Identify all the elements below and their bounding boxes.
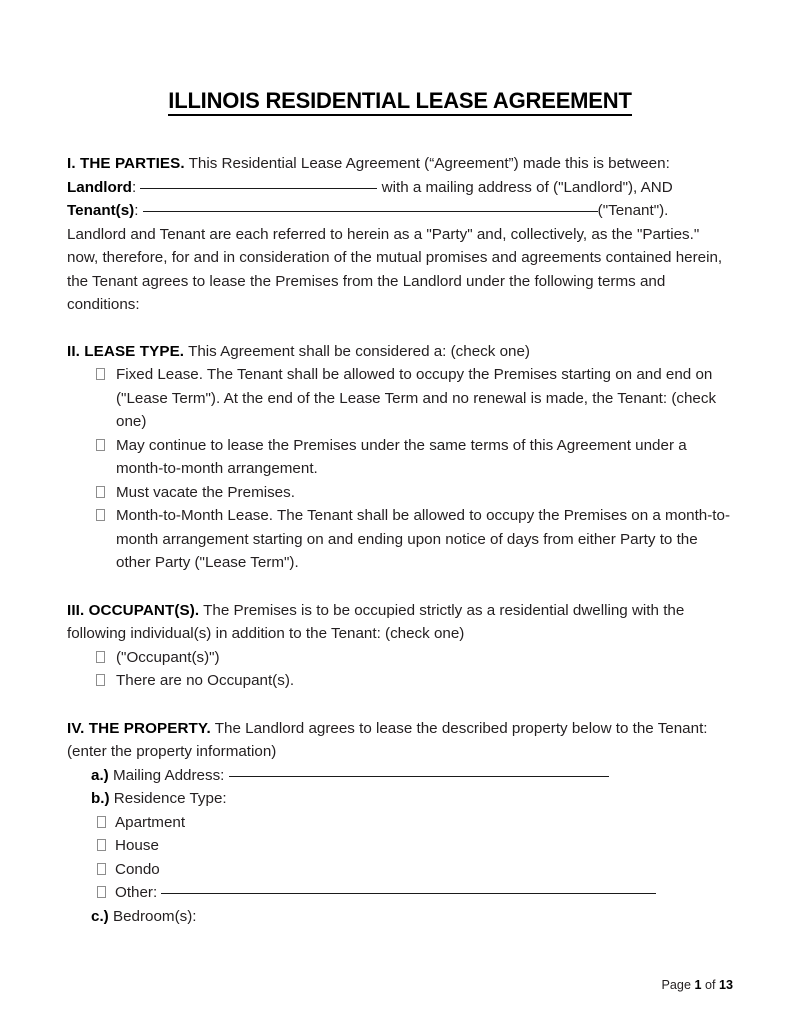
checkbox-label: There are no Occupant(s). [116, 672, 295, 689]
checkbox-icon[interactable] [96, 674, 105, 686]
lease-type-heading: II. LEASE TYPE. [67, 342, 185, 360]
section-occupants [67, 599, 733, 693]
parties-heading: I. THE PARTIES. [67, 155, 185, 172]
checkbox-icon[interactable] [96, 486, 105, 498]
parties-intro-paragraph [67, 152, 733, 176]
item-c-label: Bedroom(s): [108, 907, 197, 925]
checkbox-option-occupants[interactable] [67, 646, 733, 670]
footer-prefix: Page [661, 978, 695, 992]
property-item-mailing-address [67, 764, 733, 788]
checkbox-option-apartment[interactable] [67, 811, 733, 835]
checkbox-icon[interactable] [96, 368, 105, 380]
checkbox-option-condo[interactable] [67, 858, 733, 882]
tenant-row [67, 199, 733, 223]
checkbox-label: Fixed Lease. The Tenant shall be allowed to occupy the Premises starting on and end on ("Lease Term"). At the end of the Lease Term and no renewal is made, the Tenant: (check one) [116, 366, 717, 430]
tenant-colon: : [134, 202, 143, 219]
property-item-residence-type [67, 787, 733, 811]
mailing-address-blank[interactable] [229, 776, 609, 777]
tenant-after-text: ("Tenant"). [597, 202, 669, 219]
property-intro-paragraph [67, 717, 733, 764]
section-lease-type [67, 340, 733, 575]
lease-type-options-list [67, 363, 733, 575]
checkbox-label: Apartment [115, 813, 186, 831]
checkbox-label: Other: [115, 884, 162, 901]
page-title [67, 0, 733, 114]
parties-body-paragraph: Landlord and Tenant are each referred to herein as a "Party" and, collectively, as the "Parties." now, therefore, for and in consideration of the mutual promises and agreements contained herein, the Tenant agrees to lease the Premises from the Landlord under the following terms and conditions: [67, 225, 723, 313]
checkbox-option-other[interactable] [67, 881, 733, 905]
checkbox-option-continue-month-to-month[interactable] [67, 434, 733, 481]
landlord-label: Landlord [67, 178, 132, 196]
property-item-bedrooms [67, 905, 733, 929]
landlord-row [67, 176, 733, 200]
section-the-property [67, 717, 733, 929]
checkbox-icon[interactable] [96, 651, 105, 663]
item-c-marker: c.) [91, 907, 109, 925]
occupants-heading: III. OCCUPANT(S). [67, 601, 200, 619]
checkbox-icon[interactable] [96, 439, 105, 451]
checkbox-option-fixed-lease[interactable] [67, 363, 733, 434]
occupants-options-list [67, 646, 733, 693]
checkbox-option-house[interactable] [67, 834, 733, 858]
checkbox-icon[interactable] [97, 839, 106, 851]
property-heading: IV. THE PROPERTY. [67, 719, 211, 737]
tenant-name-blank[interactable] [143, 211, 598, 212]
item-b-marker: b.) [91, 790, 110, 807]
checkbox-option-must-vacate[interactable] [67, 481, 733, 505]
checkbox-icon[interactable] [97, 816, 106, 828]
checkbox-label: May continue to lease the Premises under the same terms of this Agreement under a month-to-month arrangement. [116, 436, 687, 477]
property-intro-text: The Landlord agrees to lease the described property below to the Tenant: (enter the property information) [67, 719, 708, 760]
lease-type-intro-text: This Agreement shall be considered a: (check one) [184, 342, 530, 360]
occupants-intro-paragraph [67, 599, 733, 646]
item-b-label: Residence Type: [109, 790, 227, 807]
parties-intro-text: This Residential Lease Agreement (“Agreement”) made this is between: [184, 155, 670, 172]
footer-middle: of [701, 978, 719, 992]
checkbox-label: House [115, 837, 159, 854]
landlord-colon: : [131, 178, 141, 196]
footer-current-page: 1 [694, 978, 702, 992]
lease-type-intro-paragraph [67, 340, 733, 364]
tenant-label: Tenant(s) [67, 202, 135, 219]
item-a-marker: a.) [91, 766, 109, 784]
checkbox-option-month-to-month-lease[interactable] [67, 504, 733, 575]
page-title-text: ILLINOIS RESIDENTIAL LEASE AGREEMENT [168, 88, 631, 116]
landlord-after-text: with a mailing address of ("Landlord"), AND [377, 178, 673, 196]
footer-total-pages: 13 [718, 978, 733, 992]
checkbox-label: Condo [115, 860, 160, 878]
section-the-parties [67, 152, 733, 317]
checkbox-icon[interactable] [96, 509, 105, 521]
occupants-intro-text: The Premises is to be occupied strictly as a residential dwelling with the following individual(s) in addition to the Tenant: (check one) [67, 601, 685, 642]
checkbox-icon[interactable] [97, 886, 106, 898]
landlord-name-blank[interactable] [140, 188, 377, 189]
checkbox-icon[interactable] [97, 863, 106, 875]
checkbox-label: ("Occupant(s)") [116, 648, 220, 666]
checkbox-option-no-occupants[interactable] [67, 669, 733, 693]
residence-type-options-list [67, 811, 733, 905]
checkbox-label: Must vacate the Premises. [116, 483, 295, 501]
page-footer [662, 978, 733, 992]
other-residence-type-blank[interactable] [161, 893, 656, 894]
item-a-label: Mailing Address: [108, 766, 229, 784]
checkbox-label: Month-to-Month Lease. The Tenant shall be allowed to occupy the Premises on a month-to-month arrangement starting on and ending upon notice of days from either Party to the other Party ("Lease Term"). [116, 507, 731, 571]
